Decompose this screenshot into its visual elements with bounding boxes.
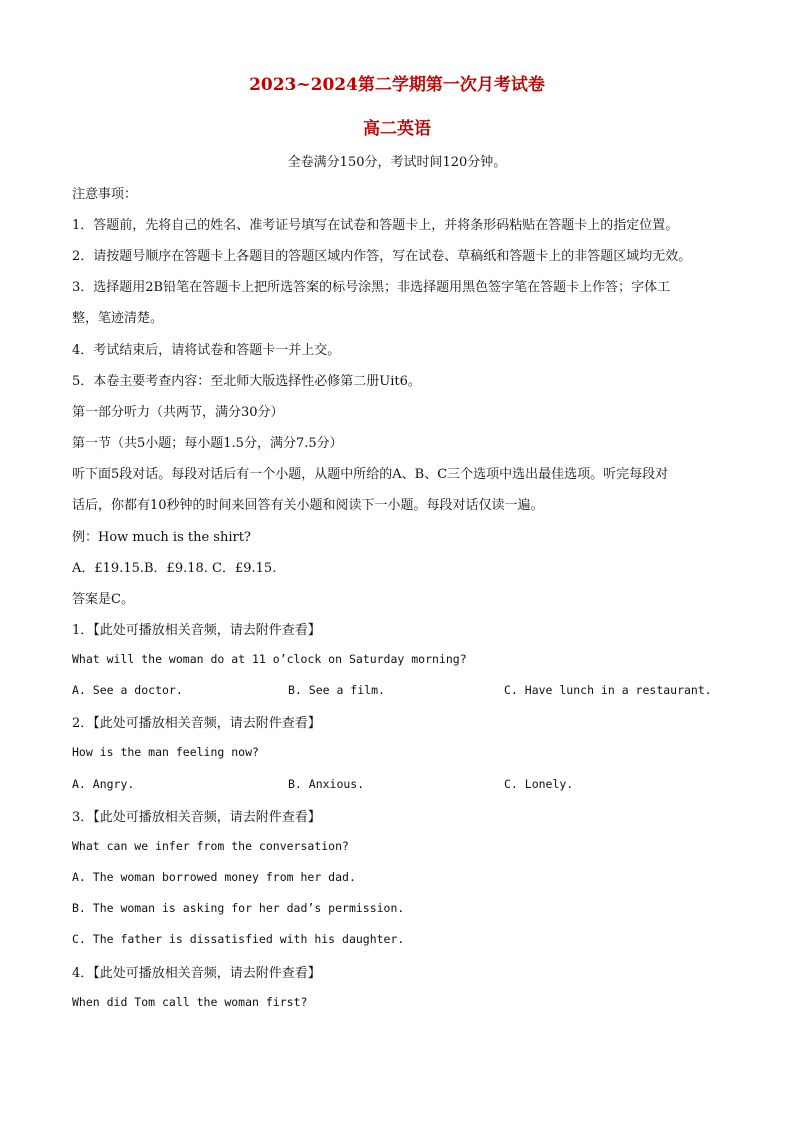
example-options: A．£19.15.B．£9.18. C．£9.15. (72, 561, 277, 576)
notice-heading: 注意事项： (72, 187, 138, 202)
example-question: 例：How much is the shirt? (72, 530, 251, 545)
option-b: B. The woman is asking for her dad’s permission. (72, 901, 405, 915)
option-b: B. See a film. (288, 683, 385, 697)
option-a: A. The woman borrowed money from her dad. (72, 870, 356, 884)
question-text: When did Tom call the woman first? (72, 995, 308, 1009)
question-label: 4．【此处可播放相关音频，请去附件查看】 (72, 966, 321, 981)
option-a: A. Angry. (72, 777, 135, 791)
question-text: What will the woman do at 11 o’clock on Saturday morning? (72, 652, 467, 666)
option-c: C. Lonely. (504, 777, 574, 791)
question-text: What can we infer from the conversation? (72, 839, 349, 853)
question-label: 3．【此处可播放相关音频，请去附件查看】 (72, 810, 321, 825)
option-c: C. The father is dissatisfied with his daughter. (72, 932, 405, 946)
subject-title: 高二英语 (363, 119, 431, 139)
notice-item: 2．请按题号顺序在答题卡上各题目的答题区域内作答，写在试卷、草稿纸和答题卡上的非答题区域均无效。 (72, 249, 692, 264)
instruction-line: 听下面5段对话。每段对话后有一个小题，从题中所给的A、B、C三个选项中选出最佳选项。听完每段对 (72, 467, 669, 482)
notice-item: 1．答题前，先将自己的姓名、准考证号填写在试卷和答题卡上，并将条形码粘贴在答题卡上的指定位置。 (72, 218, 679, 233)
question-text: How is the man feeling now? (72, 745, 259, 759)
instruction-line: 话后，你都有10秒钟的时间来回答有关小题和阅读下一小题。每段对话仅读一遍。 (72, 498, 544, 513)
notice-item: 3．选择题用2B铅笔在答题卡上把所选答案的标号涂黑；非选择题用黑色签字笔在答题卡上作答；字体工 (72, 280, 671, 295)
question-label: 1．【此处可播放相关音频，请去附件查看】 (72, 623, 321, 638)
score-info: 全卷满分150分，考试时间120分钟。 (287, 155, 507, 170)
option-b: B. Anxious. (288, 777, 365, 791)
question-label: 2．【此处可播放相关音频，请去附件查看】 (72, 716, 321, 731)
option-c: C. Have lunch in a restaurant. (504, 683, 712, 697)
option-a: A. See a doctor. (72, 683, 183, 697)
notice-item: 4．考试结束后，请将试卷和答题卡一并上交。 (72, 343, 341, 358)
exam-title: 2023~2024第二学期第一次月考试卷 (249, 75, 545, 95)
part1-heading: 第一部分听力（共两节，满分30分） (72, 405, 284, 420)
notice-item: 整，笔迹清楚。 (72, 311, 164, 326)
example-answer: 答案是C。 (72, 592, 134, 607)
section1-heading: 第一节（共5小题；每小题1.5分，满分7.5分） (72, 436, 343, 451)
notice-item: 5．本卷主要考查内容：至北师大版选择性必修第二册Uit6。 (72, 374, 421, 389)
